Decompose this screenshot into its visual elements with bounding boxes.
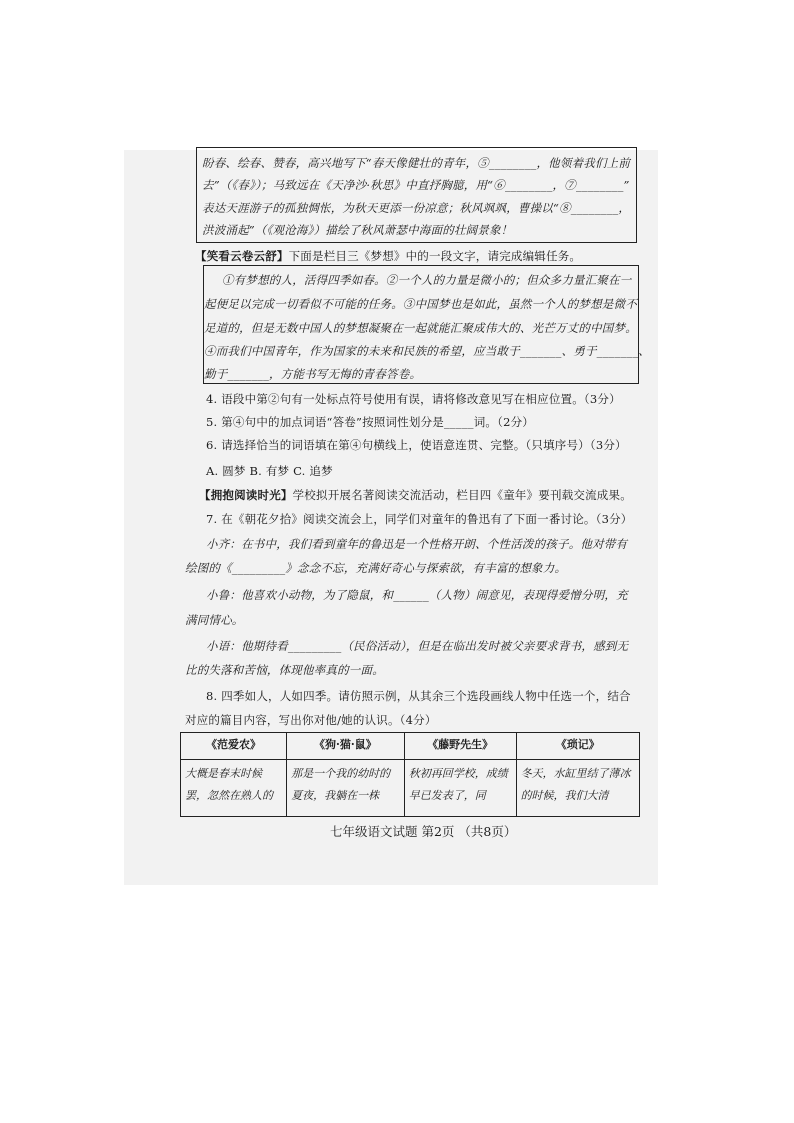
box2-line-3: 足道的，但是无数中国人的梦想凝聚在一起就能汇聚成伟大的、光芒万丈的中国梦。 bbox=[204, 321, 637, 335]
question-8-line-2: 对应的篇目内容，写出你对他/她的认识。（4分） bbox=[185, 713, 437, 727]
box1-line-2: 去”（《春》）；马致远在《天净沙·秋思》中直抒胸臆，用“⑥________，⑦________” bbox=[202, 178, 630, 192]
xiaoqi-line-1: 小齐：在书中，我们看到童年的鲁迅是一个性格开朗、个性活泼的孩子。他对带有 bbox=[206, 537, 628, 551]
page-footer: 七年级语文试题 第2页 （共8页） bbox=[330, 824, 517, 839]
question-6-options: A. 圆梦 B. 有梦 C. 追梦 bbox=[206, 464, 333, 478]
section4-intro-text: 学校拟开展名著阅读交流活动，栏目四《童年》要刊载交流成果。 bbox=[292, 488, 632, 502]
question-5: 5. 第④句中的加点词语“答卷”按照词性划分是_____词。（2分） bbox=[206, 415, 534, 429]
xiaolu-line-2: 满同情心。 bbox=[185, 613, 244, 627]
xiaolu-line-1: 小鲁：他喜欢小动物，为了隐鼠，和______（人物）闹意见，表现得爱憎分明，充 bbox=[206, 588, 628, 602]
box1-line-3: 表达天涯游子的孤独惆怅，为秋天更添一份凉意；秋风飒飒，曹操以“⑧________， bbox=[202, 201, 631, 215]
box2-line-2: 起便足以完成一切看似不可能的任务。③中国梦也是如此，虽然一个人的梦想是微不 bbox=[204, 297, 637, 311]
question-8-line-1: 8. 四季如人，人如四季。请仿照示例，从其余三个选段画线人物中任选一个，结合 bbox=[206, 689, 631, 703]
table-cell: 秋初再回学校，成绩早已发表了，同 bbox=[404, 760, 516, 817]
section4-heading: 【拥抱阅读时光】 bbox=[199, 488, 293, 502]
box2-line-1: ①有梦想的人，活得四季如春。②一个人的力量是微小的；但众多力量汇聚在一 bbox=[222, 273, 632, 287]
table-cell: 大概是春末时候罢，忽然在熟人的 bbox=[181, 760, 287, 817]
excerpt-table bbox=[180, 732, 640, 817]
table-header: 《藤野先生》 bbox=[404, 733, 516, 760]
question-6: 6. 请选择恰当的词语填在第④句横线上，使语意连贯、完整。（只填序号）（3分） bbox=[206, 438, 627, 452]
box1-line-1: 盼春、绘春、赞春，高兴地写下“春天像健壮的青年，⑤________，他领着我们上前 bbox=[202, 156, 631, 170]
box1-line-4: 洪波涌起”（《观沧海》）描绘了秋风萧瑟中海面的壮阔景象！ bbox=[202, 223, 513, 237]
box2-line-4: ④而我们中国青年，作为国家的未来和民族的希望，应当敢于_______、勇于_______、 bbox=[204, 344, 650, 358]
table-row bbox=[181, 760, 640, 817]
xiaoyu-line-2: 比的失落和苦恼，体现他率真的一面。 bbox=[185, 663, 384, 677]
table-header: 《范爱农》 bbox=[181, 733, 287, 760]
section3-heading: 【笑看云卷云舒】 bbox=[195, 249, 289, 263]
table-header: 《琐记》 bbox=[516, 733, 639, 760]
table-header-row bbox=[181, 733, 640, 760]
box2-line-5: 勤于_______，方能书写无悔的青春答卷。 bbox=[204, 367, 422, 381]
xiaoqi-line-2: 绘图的《_________》念念不忘，充满好奇心与探索欲，有丰富的想象力。 bbox=[185, 561, 567, 575]
table-cell: 那是一个我的幼时的夏夜，我躺在一株 bbox=[287, 760, 405, 817]
question-4: 4. 语段中第②句有一处标点符号使用有误，请将修改意见写在相应位置。（3分） bbox=[206, 392, 621, 406]
section3-intro-text: 下面是栏目三《梦想》中的一段文字，请完成编辑任务。 bbox=[288, 249, 582, 263]
table-cell: 冬天，水缸里结了薄冰的时候，我们大清 bbox=[516, 760, 639, 817]
table-header: 《狗·猫·鼠》 bbox=[287, 733, 405, 760]
section3-intro bbox=[195, 248, 581, 264]
section4-intro bbox=[199, 487, 632, 503]
xiaoyu-line-1: 小语：他期待看_________（民俗活动），但是在临出发时被父亲要求背书，感到无 bbox=[206, 639, 629, 653]
question-7: 7. 在《朝花夕拾》阅读交流会上，同学们对童年的鲁迅有了下面一番讨论。（3分） bbox=[206, 512, 633, 526]
